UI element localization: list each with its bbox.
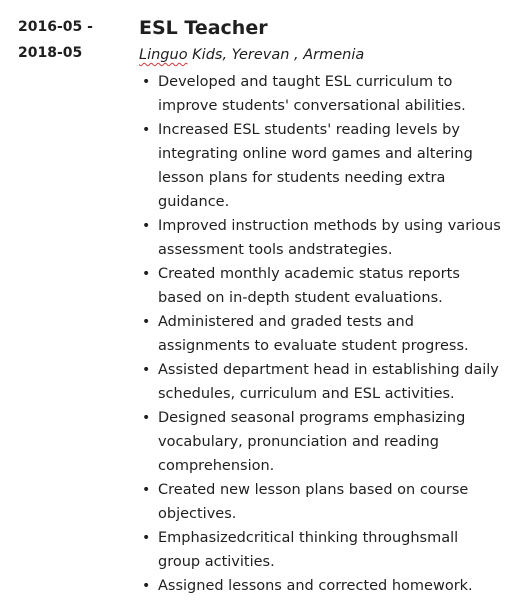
bullet-icon: • bbox=[142, 530, 151, 546]
duty-item bbox=[139, 358, 501, 406]
duty-item bbox=[139, 526, 501, 574]
duty-item bbox=[139, 310, 501, 358]
duty-text: Emphasizedcritical thinking throughsmall group activities. bbox=[158, 530, 459, 570]
end-date: 2018-05 bbox=[18, 45, 83, 61]
bullet-icon: • bbox=[142, 122, 151, 138]
job-title: ESL Teacher bbox=[139, 17, 268, 39]
duty-text: Designed seasonal programs emphasizing vocabulary, pronunciation and reading comprehension. bbox=[158, 410, 466, 474]
duty-text: Created new lesson plans based on course objectives. bbox=[158, 482, 469, 522]
employer-line bbox=[139, 44, 501, 66]
bullet-icon: • bbox=[142, 74, 151, 90]
duty-item bbox=[139, 214, 501, 262]
duty-text: Assisted department head in establishing daily schedules, curriculum and ESL activities. bbox=[158, 362, 499, 402]
duty-item bbox=[139, 70, 501, 118]
duty-item bbox=[139, 574, 501, 598]
company-name: Linguo bbox=[139, 47, 188, 63]
bullet-icon: • bbox=[142, 410, 151, 426]
bullet-icon: • bbox=[142, 314, 151, 330]
employment-dates bbox=[18, 14, 118, 66]
bullet-icon: • bbox=[142, 578, 151, 594]
duty-text: Created monthly academic status reports based on in-depth student evaluations. bbox=[158, 266, 460, 306]
duty-item bbox=[139, 262, 501, 310]
company-location: Kids, Yerevan , Armenia bbox=[187, 47, 365, 63]
duty-item bbox=[139, 118, 501, 214]
duty-text: Administered and graded tests and assignments to evaluate student progress. bbox=[158, 314, 469, 354]
bullet-icon: • bbox=[142, 362, 151, 378]
duty-text: Improved instruction methods by using various assessment tools andstrategies. bbox=[158, 218, 501, 258]
duty-text: Increased ESL students' reading levels by integrating online word games and altering lesson plans for students needing extra guidance. bbox=[158, 122, 473, 210]
duty-text: Developed and taught ESL curriculum to improve students' conversational abilities. bbox=[158, 74, 466, 114]
bullet-icon: • bbox=[142, 218, 151, 234]
bullet-icon: • bbox=[142, 482, 151, 498]
job-entry bbox=[139, 14, 501, 598]
duty-item bbox=[139, 406, 501, 478]
duties-list bbox=[139, 70, 501, 598]
start-date: 2016-05 - bbox=[18, 19, 93, 35]
duty-text: Assigned lessons and corrected homework. bbox=[158, 578, 473, 594]
duty-item bbox=[139, 478, 501, 526]
bullet-icon: • bbox=[142, 266, 151, 282]
